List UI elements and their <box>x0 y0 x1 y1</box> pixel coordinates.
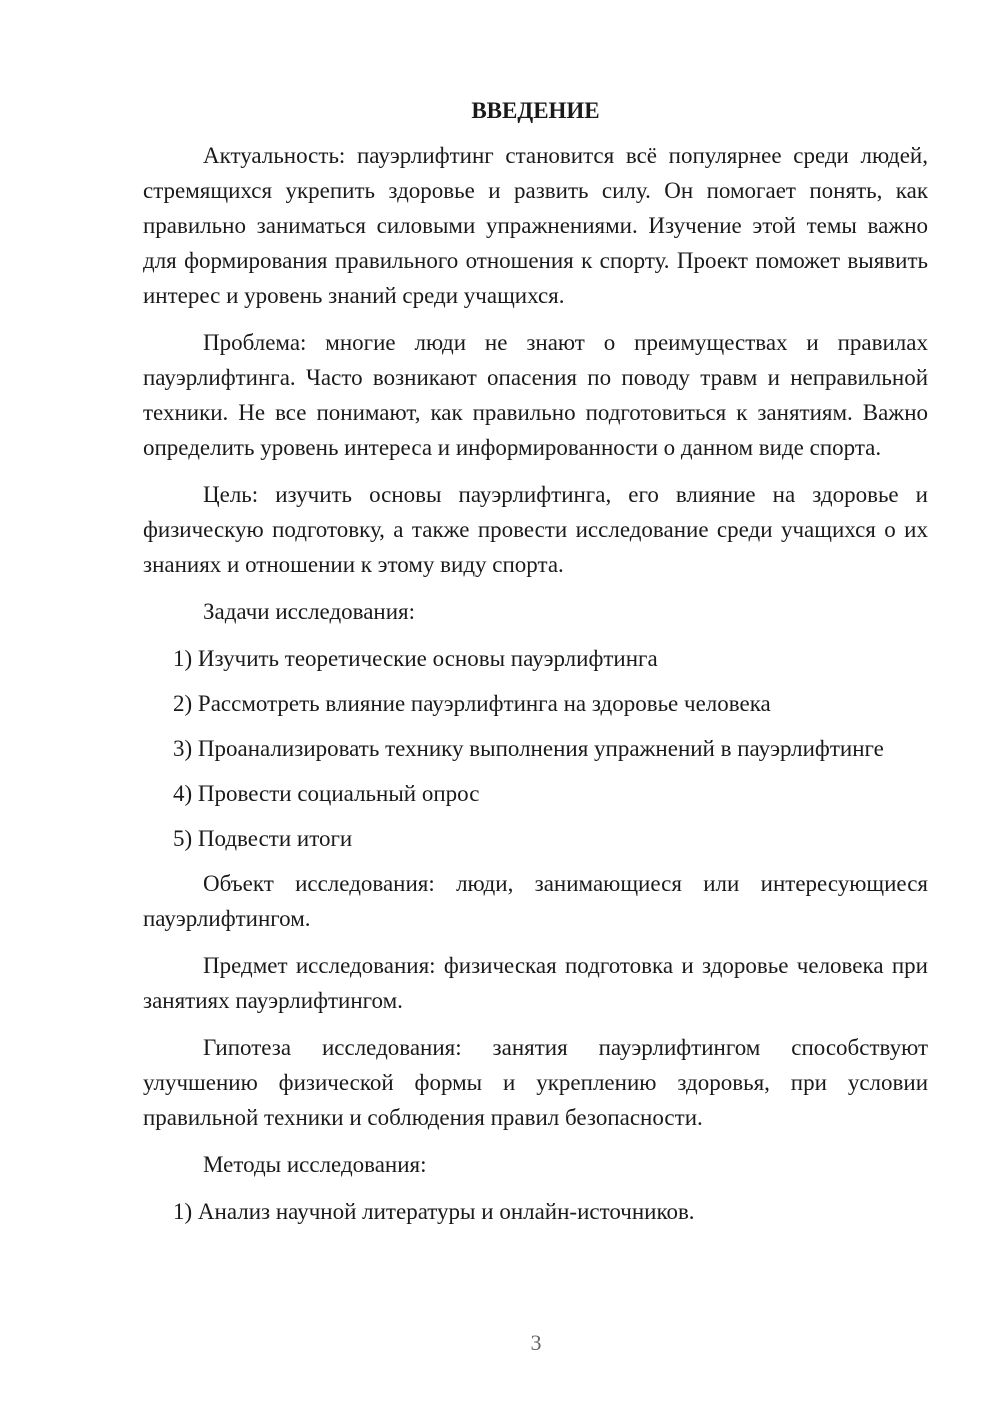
task-item: 3) Проанализировать технику выполнения упражнений в пауэрлифтинге <box>173 736 884 761</box>
page-title: ВВЕДЕНИЕ <box>471 98 600 123</box>
problem-paragraph: Проблема: многие люди не знают о преимуществах и правилах пауэрлифтинга. Часто возникают опасения по поводу травм и неправильной техники. Не все понимают, как правильно подготовиться к занятиям. Важно определить уровень интереса и информированности о данном виде спорта. <box>143 330 928 460</box>
object-paragraph: Объект исследования: люди, занимающиеся или интересующиеся пауэрлифтингом. <box>143 871 928 931</box>
task-item: 2) Рассмотреть влияние пауэрлифтинга на здоровье человека <box>173 691 771 716</box>
method-item: 1) Анализ научной литературы и онлайн-источников. <box>173 1199 695 1224</box>
document-body <box>143 96 928 1239</box>
methods-heading: Методы исследования: <box>203 1152 427 1177</box>
task-item: 1) Изучить теоретические основы пауэрлифтинга <box>173 646 658 671</box>
task-item: 4) Провести социальный опрос <box>173 781 480 806</box>
subject-paragraph: Предмет исследования: физическая подготовка и здоровье человека при занятиях пауэрлифтингом. <box>143 953 928 1013</box>
relevance-paragraph: Актуальность: пауэрлифтинг становится всё популярнее среди людей, стремящихся укрепить здоровье и развить силу. Он помогает понять, как правильно заниматься силовыми упражнениями. Изучение этой темы важно для формирования правильного отношения к спорту. Проект поможет выявить интерес и уровень знаний среди учащихся. <box>143 143 928 308</box>
hypothesis-paragraph: Гипотеза исследования: занятия пауэрлифтингом способствуют улучшению физической формы и укреплению здоровья, при условии правильной техники и соблюдения правил безопасности. <box>143 1035 928 1130</box>
task-item: 5) Подвести итоги <box>173 826 353 851</box>
goal-paragraph: Цель: изучить основы пауэрлифтинга, его влияние на здоровье и физическую подготовку, а также провести исследование среди учащихся о их знаниях и отношении к этому виду спорта. <box>143 482 928 577</box>
page-number: 3 <box>530 1330 542 1355</box>
tasks-heading: Задачи исследования: <box>203 599 416 624</box>
